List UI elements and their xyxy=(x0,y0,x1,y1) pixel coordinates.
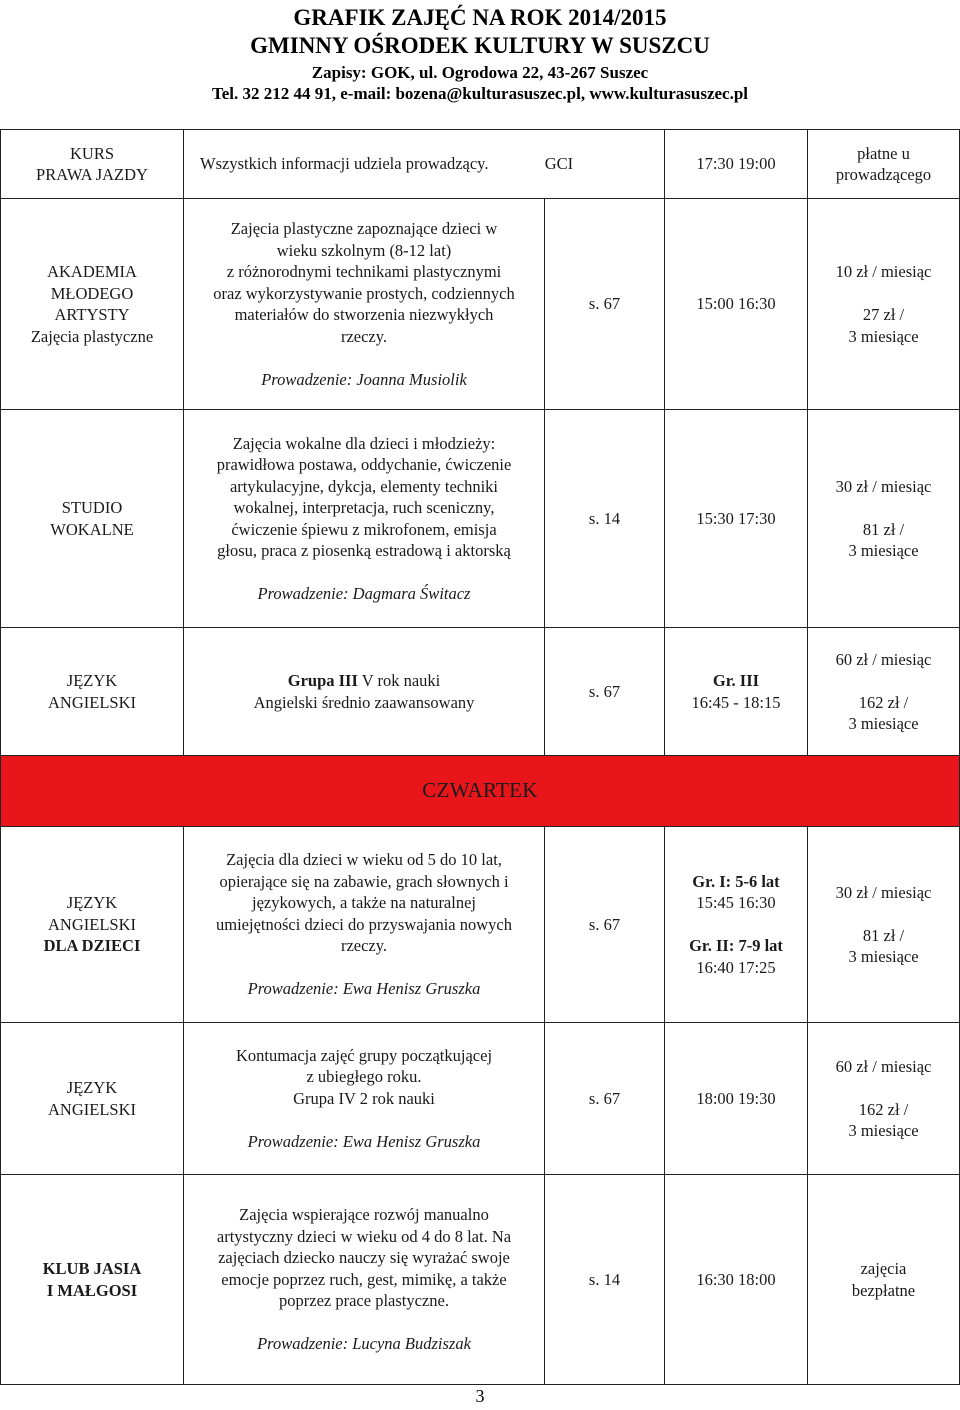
course-price: zajęcia bezpłatne xyxy=(808,1175,960,1385)
course-name: JĘZYK ANGIELSKI xyxy=(1,1023,184,1175)
table-row xyxy=(1,827,960,1023)
course-description: Zajęcia wokalne dla dzieci i młodzieży: prawidłowa postawa, oddychanie, ćwiczenie artykulacyjne, dykcja, elementy techniki wokalnej, interpretacja, ruch sceniczny, ćwiczenie śpiewu z mikrofonem, emisja głosu, praca z piosenką estradową i aktorską Prowadzenie: Dagmara Świtacz xyxy=(184,410,545,628)
course-room: GCI xyxy=(544,154,574,174)
course-name: KLUB JASIA I MAŁGOSI xyxy=(1,1175,184,1385)
page-number: 3 xyxy=(475,1386,485,1406)
course-instructor: Prowadzenie: Ewa Henisz Gruszka xyxy=(247,979,481,999)
course-time: 15:30 17:30 xyxy=(665,410,808,628)
table-row xyxy=(1,410,960,628)
course-description: Wszystkich informacji udziela prowadzący. GCI xyxy=(184,130,665,199)
course-description: Zajęcia plastyczne zapoznające dzieci w wieku szkolnym (8-12 lat) z różnorodnymi technikami plastycznymi oraz wykorzystywanie prostych, codziennych materiałów do stworzenia niezwykłych rzeczy. Prowadzenie: Joanna Musiolik xyxy=(184,199,545,410)
course-name: JĘZYK ANGIELSKI xyxy=(1,628,184,756)
course-instructor: Prowadzenie: Lucyna Budziszak xyxy=(257,1334,471,1354)
course-time: Gr. III 16:45 - 18:15 xyxy=(665,628,808,756)
course-price: 10 zł / miesiąc 27 zł / 3 miesiące xyxy=(808,199,960,410)
course-name: JĘZYK ANGIELSKI DLA DZIECI xyxy=(1,827,184,1023)
course-price: płatne u prowadzącego xyxy=(808,130,960,199)
course-name: AKADEMIA MŁODEGO ARTYSTY Zajęcia plastyczne xyxy=(1,199,184,410)
course-description: Grupa III V rok nauki Angielski średnio zaawansowany xyxy=(184,628,545,756)
day-header-row xyxy=(1,756,960,827)
course-time: 18:00 19:30 xyxy=(665,1023,808,1175)
course-room: s. 14 xyxy=(545,1175,665,1385)
course-time: 16:30 18:00 xyxy=(665,1175,808,1385)
course-description: Zajęcia dla dzieci w wieku od 5 do 10 lat, opierające się na zabawie, grach słownych i językowych, a także na naturalnej umiejętności dzieci do przyswajania nowych rzeczy. Prowadzenie: Ewa Henisz Gruszka xyxy=(184,827,545,1023)
course-description: Kontumacja zajęć grupy początkującej z ubiegłego roku. Grupa IV 2 rok nauki Prowadzenie: Ewa Henisz Gruszka xyxy=(184,1023,545,1175)
course-room: s. 14 xyxy=(545,410,665,628)
table-row xyxy=(1,628,960,756)
course-instructor: Prowadzenie: Joanna Musiolik xyxy=(261,369,467,389)
registration-address: Zapisy: GOK, ul. Ogrodowa 22, 43-267 Suszec xyxy=(311,63,649,82)
page-title: GRAFIK ZAJĘĆ NA ROK 2014/2015 xyxy=(293,5,667,30)
course-description: Zajęcia wspierające rozwój manualno artystyczny dzieci w wieku od 4 do 8 lat. Na zajęciach dziecko nauczy się wyrażać swoje emocje poprzez ruch, gest, mimikę, a także poprzez prace plastyczne. Prowadzenie: Lucyna Budziszak xyxy=(184,1175,545,1385)
course-name: KURS PRAWA JAZDY xyxy=(1,130,184,199)
table-row xyxy=(1,1175,960,1385)
course-time: 15:00 16:30 xyxy=(665,199,808,410)
course-instructor: Prowadzenie: Dagmara Świtacz xyxy=(257,584,471,603)
day-header xyxy=(1,756,960,827)
course-price: 30 zł / miesiąc 81 zł / 3 miesiące xyxy=(808,410,960,628)
course-price: 60 zł / miesiąc 162 zł / 3 miesiące xyxy=(808,1023,960,1175)
course-room: s. 67 xyxy=(545,827,665,1023)
course-price: 30 zł / miesiąc 81 zł / 3 miesiące xyxy=(808,827,960,1023)
course-time: 17:30 19:00 xyxy=(665,130,808,199)
day-label: CZWARTEK xyxy=(422,777,538,802)
contact-info: Tel. 32 212 44 91, e-mail: bozena@kulturasuszec.pl, www.kulturasuszec.pl xyxy=(211,84,749,103)
course-price: 60 zł / miesiąc 162 zł / 3 miesiące xyxy=(808,628,960,756)
schedule-table xyxy=(0,129,960,1385)
course-room: s. 67 xyxy=(545,628,665,756)
course-room: s. 67 xyxy=(545,1023,665,1175)
course-time: Gr. I: 5-6 lat 15:45 16:30 Gr. II: 7-9 lat 16:40 17:25 xyxy=(665,827,808,1023)
table-row xyxy=(1,130,960,199)
course-room: s. 67 xyxy=(545,199,665,410)
organization-name: GMINNY OŚRODEK KULTURY W SUSZCU xyxy=(250,33,710,58)
table-row xyxy=(1,1023,960,1175)
course-name: STUDIO WOKALNE xyxy=(1,410,184,628)
course-instructor: Prowadzenie: Ewa Henisz Gruszka xyxy=(247,1131,481,1151)
table-row xyxy=(1,199,960,410)
